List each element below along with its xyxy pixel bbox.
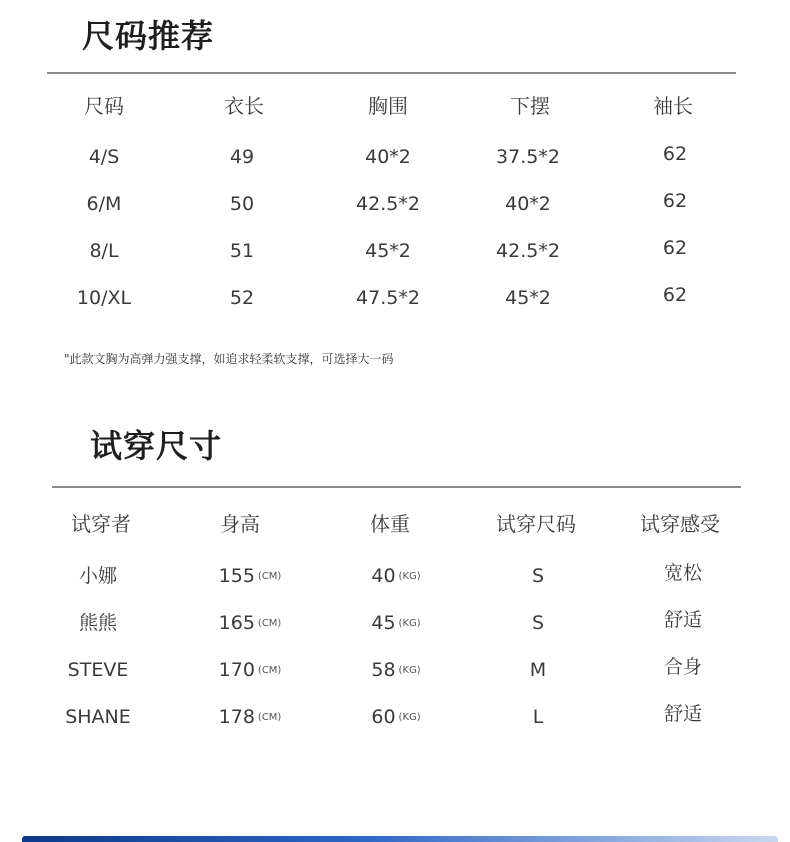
header-length: 衣长	[224, 94, 264, 118]
height-value: 170	[218, 659, 255, 681]
weight-unit: (KG)	[398, 618, 421, 629]
weight-unit: (KG)	[398, 665, 421, 676]
table-cell: 6/M	[86, 193, 122, 215]
weight-unit: (KG)	[398, 712, 421, 723]
table-cell: 50	[229, 193, 255, 215]
size-recommend-title: 尺码推荐	[82, 17, 215, 55]
table-cell	[371, 661, 420, 680]
table-cell: SHANE	[65, 706, 131, 728]
height-unit: (CM)	[257, 571, 282, 582]
table-cell: 62	[662, 143, 688, 165]
try-on-divider	[52, 486, 741, 488]
table-cell: M	[529, 659, 547, 681]
header-hem: 下摆	[510, 94, 550, 118]
table-cell	[219, 661, 282, 680]
header-weight: 体重	[370, 512, 410, 536]
table-cell: 49	[229, 146, 255, 168]
table-cell: S	[531, 565, 545, 587]
table-cell: 4/S	[88, 146, 120, 168]
table-cell: 62	[662, 284, 688, 306]
height-unit: (CM)	[257, 712, 282, 723]
table-cell: 10/XL	[76, 287, 132, 309]
table-cell: STEVE	[67, 659, 129, 681]
table-cell: 40*2	[365, 146, 411, 168]
header-height: 身高	[220, 512, 260, 536]
table-cell: 熊熊	[78, 612, 118, 634]
height-value: 155	[218, 565, 255, 587]
table-cell: 宽松	[663, 562, 703, 584]
table-cell	[371, 614, 420, 633]
table-cell	[371, 567, 420, 586]
table-cell: 小娜	[78, 565, 118, 587]
try-on-title: 试穿尺寸	[90, 427, 223, 465]
table-cell	[219, 614, 282, 633]
header-sleeve: 袖长	[653, 94, 693, 118]
weight-unit: (KG)	[398, 571, 421, 582]
table-cell	[219, 708, 282, 727]
table-cell: 45*2	[365, 240, 411, 262]
height-unit: (CM)	[257, 618, 282, 629]
table-cell: 40*2	[505, 193, 551, 215]
bottom-accent-bar	[22, 836, 778, 842]
header-chest: 胸围	[368, 94, 408, 118]
table-cell: 合身	[663, 656, 703, 678]
size-note: "此款文胸为高弹力强支撑，如追求轻柔软支撑，可选择大一码	[64, 352, 394, 366]
table-cell: 37.5*2	[496, 146, 560, 168]
weight-value: 58	[371, 659, 396, 681]
weight-value: 40	[371, 565, 396, 587]
header-tried-size: 试穿尺码	[496, 512, 576, 536]
header-tester: 试穿者	[71, 512, 131, 536]
table-cell: 45*2	[505, 287, 551, 309]
table-cell: 62	[662, 190, 688, 212]
table-cell: 47.5*2	[356, 287, 420, 309]
table-cell: 51	[229, 240, 255, 262]
weight-value: 60	[371, 706, 396, 728]
height-value: 178	[218, 706, 255, 728]
size-recommend-divider	[47, 72, 736, 74]
table-cell	[219, 567, 282, 586]
height-value: 165	[218, 612, 255, 634]
table-cell: 42.5*2	[356, 193, 420, 215]
table-cell: 舒适	[663, 609, 703, 631]
header-size: 尺码	[84, 94, 124, 118]
table-cell: L	[532, 706, 544, 728]
table-cell: 62	[662, 237, 688, 259]
weight-value: 45	[371, 612, 396, 634]
height-unit: (CM)	[257, 665, 282, 676]
table-cell: 舒适	[663, 703, 703, 725]
table-cell: 42.5*2	[496, 240, 560, 262]
header-feel: 试穿感受	[640, 512, 720, 536]
table-cell	[371, 708, 420, 727]
table-cell: 8/L	[89, 240, 119, 262]
table-cell: S	[531, 612, 545, 634]
table-cell: 52	[229, 287, 255, 309]
